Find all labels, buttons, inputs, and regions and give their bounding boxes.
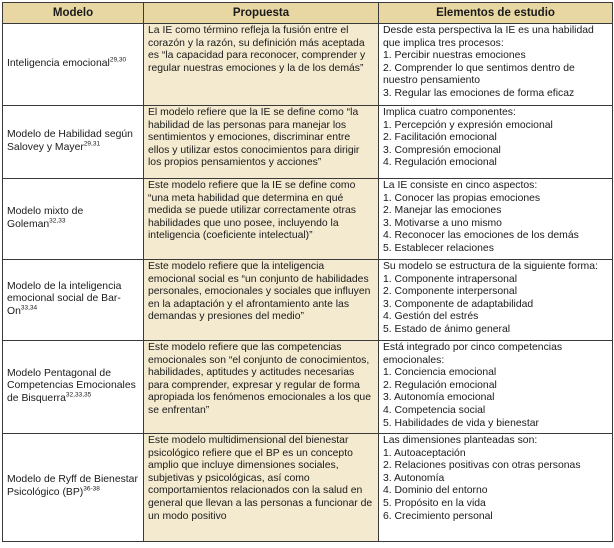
proposal-cell: Este modelo refiere que las competencias emocionales son “el conjunto de conocimientos, habilidades, aptitudes y actitudes necesarias para comprender, expresar y regular de forma apropiada los fenómenos emocionales a los que se enfrentan” — [144, 341, 379, 434]
list-item: 3. Motivarse a uno mismo — [383, 217, 502, 229]
list-item: 2. Manejar las emociones — [383, 205, 502, 217]
list-item: 3. Autonomía emocional — [383, 392, 495, 404]
list-item: 5. Habilidades de vida y bienestar — [383, 417, 539, 429]
list-item: 4. Gestión del estrés — [383, 311, 479, 323]
header-model: Modelo — [3, 3, 144, 24]
elements-cell — [379, 341, 613, 434]
header-elements: Elementos de estudio — [379, 3, 613, 24]
model-cell — [3, 106, 144, 179]
proposal-cell: Este modelo refiere que la IE se define como “una meta habilidad que determina en qué medida se puede utilizar correctamente otras habilidades que uno posee, incluyendo la inteligencia (coeficiente intelectual)” — [144, 179, 379, 260]
table-row — [3, 341, 613, 434]
table-row — [3, 260, 613, 341]
elements-intro: La IE consiste en cinco aspectos: — [383, 180, 538, 191]
table-row — [3, 24, 613, 106]
list-item: 4. Competencia social — [383, 404, 486, 416]
model-cell — [3, 341, 144, 434]
list-item: 3. Regular las emociones de forma eficaz — [383, 87, 575, 99]
elements-cell — [379, 24, 613, 106]
model-refs: 32,33,35 — [65, 391, 92, 399]
model-cell — [3, 434, 144, 542]
list-item: 3. Autonomía — [383, 472, 445, 484]
elements-list — [383, 448, 608, 524]
elements-cell — [379, 434, 613, 542]
proposal-cell: Este modelo refiere que la inteligencia emocional social es “un conjunto de habilidades personales, emocionales y sociales que influyen en la adaptación y el afrontamiento ante las demandas y presiones del medio” — [144, 260, 379, 341]
elements-cell — [379, 179, 613, 260]
header-proposal: Propuesta — [144, 3, 379, 24]
proposal-cell: Este modelo multidimensional del bienestar psicológico refiere que el BP es un concepto amplio que incluye dimensiones sociales, subjetivas y psicológicas, así como comportamientos relacionados con la salud en general que llevan a las personas a funcionar de un modo positivo — [144, 434, 379, 542]
list-item: 2. Facilitación emocional — [383, 132, 497, 144]
model-refs: 36-38 — [83, 485, 100, 493]
list-item: 2. Comprender lo que sentimos dentro de nuestro pensamiento — [383, 62, 575, 87]
list-item: 4. Regulación emocional — [383, 157, 497, 169]
elements-list — [383, 193, 608, 256]
table-row — [3, 106, 613, 179]
elements-cell — [379, 260, 613, 341]
list-item: 3. Compresión emocional — [383, 144, 501, 156]
list-item: 1. Conocer las propias emociones — [383, 192, 541, 204]
model-refs: 32,33 — [49, 217, 66, 225]
model-name: Modelo de la inteligencia emocional social de Bar-On — [7, 280, 122, 317]
elements-intro: Implica cuatro componentes: — [383, 107, 516, 118]
list-item: 6. Crecimiento personal — [383, 510, 493, 522]
proposal-cell: El modelo refiere que la IE se define como “la habilidad de las personas para manejar los sentimientos y emociones, discriminar entre ellos y utilizar estos conocimientos para dirigir los propios pensamientos y acciones” — [144, 106, 379, 179]
list-item: 3. Componente de adaptabilidad — [383, 298, 534, 310]
model-refs: 29,30 — [109, 56, 127, 64]
elements-list — [383, 120, 608, 170]
list-item: 1. Componente intrapersonal — [383, 273, 518, 285]
elements-list — [383, 274, 608, 337]
elements-list — [383, 50, 608, 100]
elements-intro: Las dimensiones planteadas son: — [383, 435, 538, 446]
model-name: Modelo Pentagonal de Competencias Emocionales de Bisquerra — [7, 367, 136, 404]
list-item: 2. Regulación emocional — [383, 379, 497, 391]
elements-cell — [379, 106, 613, 179]
model-refs: 29,31 — [83, 140, 101, 148]
list-item: 1. Percibir nuestras emociones — [383, 50, 526, 62]
list-item: 4. Dominio del entorno — [383, 485, 488, 497]
list-item: 1. Percepción y expresión emocional — [383, 119, 553, 131]
models-table — [2, 2, 613, 542]
elements-intro: Su modelo se estructura de la siguiente forma: — [383, 261, 598, 272]
table-row — [3, 434, 613, 542]
list-item: 2. Componente interpersonal — [383, 286, 518, 298]
table-row — [3, 179, 613, 260]
list-item: 1. Autoaceptación — [383, 447, 466, 459]
list-item: 2. Relaciones positivas con otras personas — [383, 460, 581, 472]
list-item: 5. Propósito en la vida — [383, 497, 486, 509]
model-name: Inteligencia emocional — [7, 57, 110, 69]
model-cell — [3, 24, 144, 106]
model-cell — [3, 260, 144, 341]
elements-intro: Desde esta perspectiva la IE es una habilidad que implica tres procesos: — [383, 25, 594, 49]
list-item: 5. Establecer relaciones — [383, 242, 494, 254]
model-refs: 33,34 — [20, 304, 38, 312]
model-name: Modelo de Ryff de Bienestar Psicológico (BP) — [7, 474, 138, 498]
list-item: 1. Conciencia emocional — [383, 367, 497, 379]
model-name: Modelo de Habilidad según Salovey y Mayer — [7, 128, 133, 153]
header-row — [3, 3, 613, 24]
list-item: 5. Estado de ánimo general — [383, 323, 511, 335]
model-cell — [3, 179, 144, 260]
elements-intro: Está integrado por cinco competencias emocionales: — [383, 342, 563, 366]
list-item: 4. Reconocer las emociones de los demás — [383, 230, 579, 242]
proposal-cell: La IE como término refleja la fusión entre el corazón y la razón, su definición más aceptada es “la capacidad para reconocer, comprender y regular nuestras emociones y la de los demás” — [144, 24, 379, 106]
elements-list — [383, 367, 608, 430]
model-name: Modelo mixto de Goleman — [7, 205, 84, 230]
